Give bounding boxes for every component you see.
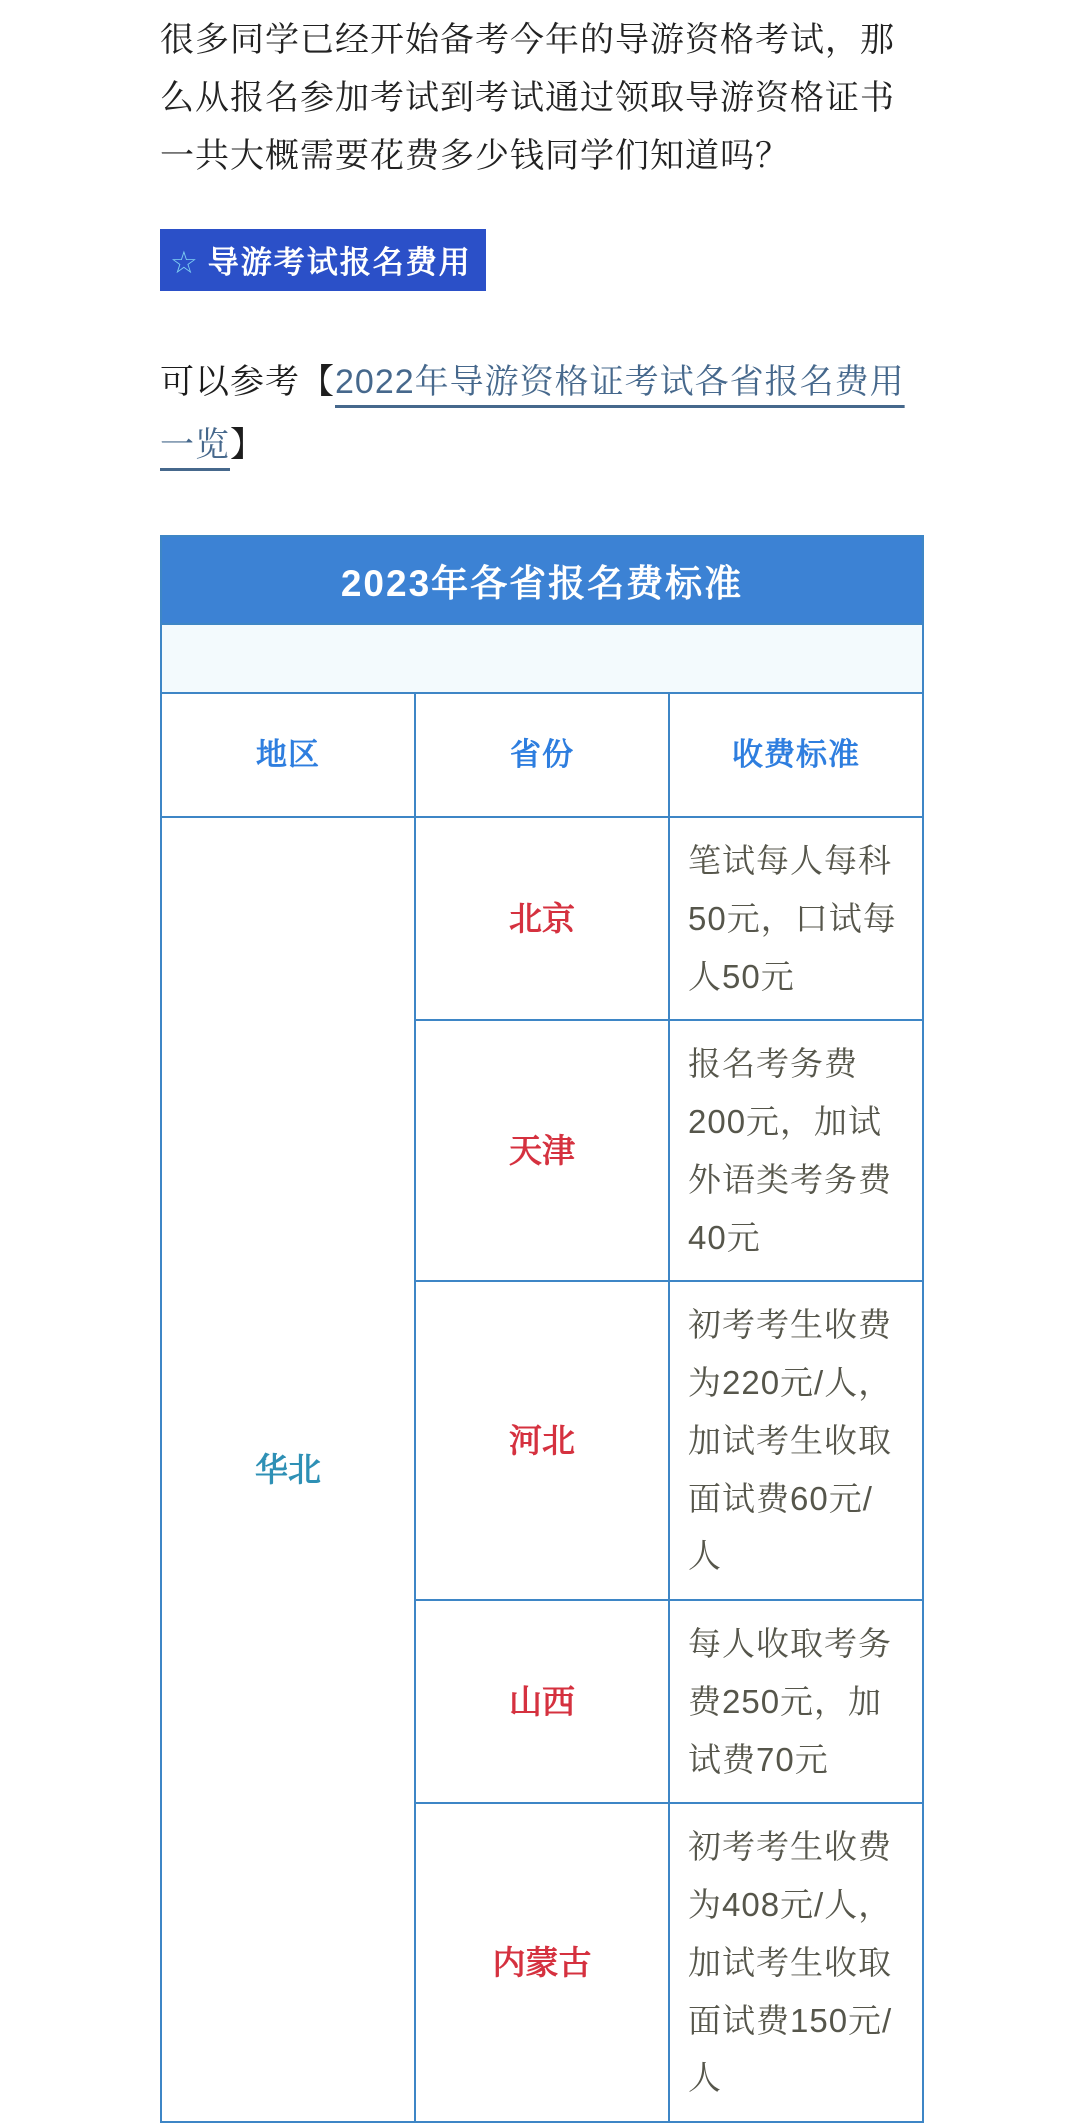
province-cell: 天津 bbox=[415, 1020, 669, 1281]
table-row bbox=[161, 817, 923, 1020]
table-spacer-row bbox=[161, 624, 923, 693]
reference-link[interactable]: 2022年导游资格证考试各省报名费用一览 bbox=[160, 363, 905, 465]
reference-prefix: 可以参考【 bbox=[160, 363, 335, 402]
column-header-region: 地区 bbox=[161, 693, 415, 817]
province-cell: 北京 bbox=[415, 817, 669, 1020]
region-cell: 华北 bbox=[161, 817, 415, 2122]
table-title: 2023年各省报名费标准 bbox=[161, 536, 923, 624]
section-heading bbox=[160, 229, 486, 291]
reference-paragraph bbox=[160, 351, 925, 477]
column-header-province: 省份 bbox=[415, 693, 669, 817]
fee-cell: 报名考务费200元，加试外语类考务费40元 bbox=[669, 1020, 923, 1281]
reference-suffix: 】 bbox=[230, 426, 265, 465]
column-header-fee: 收费标准 bbox=[669, 693, 923, 817]
fee-cell: 初考考生收费为220元/人，加试考生收取面试费60元/人 bbox=[669, 1281, 923, 1600]
province-cell: 内蒙古 bbox=[415, 1803, 669, 2122]
fee-cell: 初考考生收费为408元/人，加试考生收取面试费150元/人 bbox=[669, 1803, 923, 2122]
province-cell: 河北 bbox=[415, 1281, 669, 1600]
fees-table bbox=[160, 535, 924, 2123]
fee-cell: 笔试每人每科50元，口试每人50元 bbox=[669, 817, 923, 1020]
province-cell: 山西 bbox=[415, 1600, 669, 1803]
table-header-row bbox=[161, 693, 923, 817]
intro-paragraph: 很多同学已经开始备考今年的导游资格考试，那么从报名参加考试到考试通过领取导游资格证书一共大概需要花费多少钱同学们知道吗？ bbox=[160, 21, 895, 175]
fee-cell: 每人收取考务费250元，加试费70元 bbox=[669, 1600, 923, 1803]
table-title-row bbox=[161, 536, 923, 624]
section-heading-label: 导游考试报名费用 bbox=[207, 245, 472, 281]
star-icon: ☆ bbox=[170, 245, 200, 281]
table-spacer-cell bbox=[161, 624, 923, 693]
